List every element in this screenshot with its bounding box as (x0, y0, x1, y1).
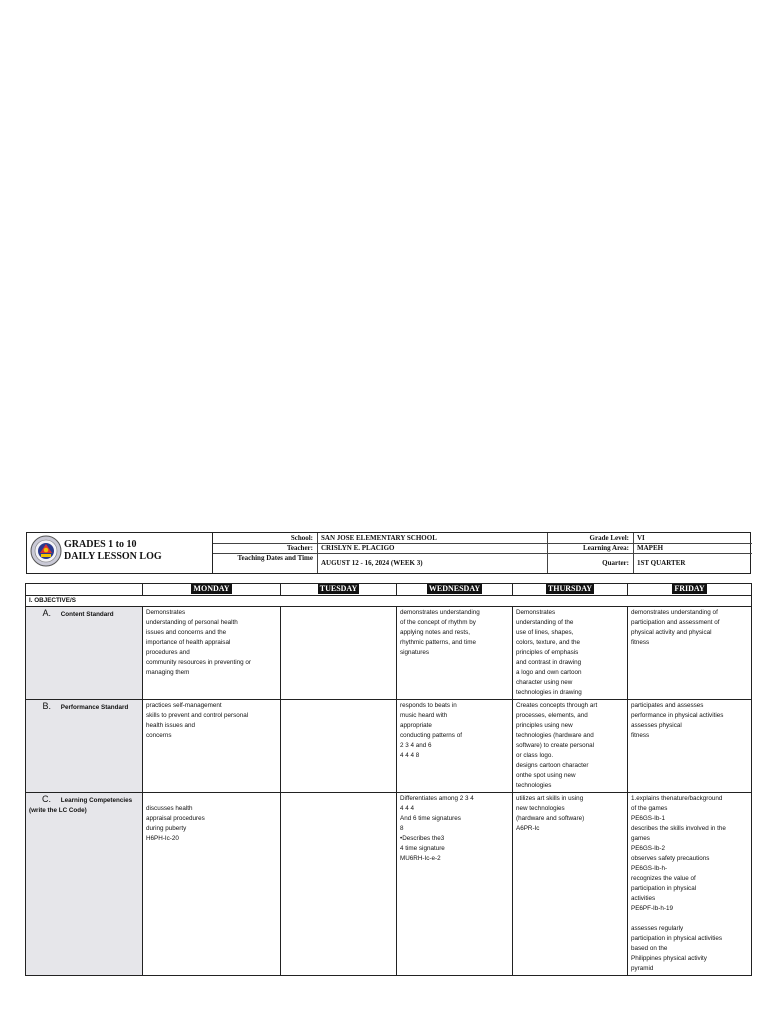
cell-friday: demonstrates understanding of participation and assessment of physical activity and physical fitness (628, 607, 752, 700)
section-row (26, 596, 752, 607)
teacher-value: CRISLYN E. PLACIGO (317, 543, 545, 553)
dates-label: Teaching Dates and Time (237, 554, 313, 562)
log-title (64, 539, 162, 563)
row-label-text: Performance Standard (60, 704, 129, 711)
row-label-text: Learning Competencies (write the LC Code) (29, 797, 133, 814)
meta-row-dates (213, 553, 752, 573)
cell-thursday: Creates concepts through art processes, elements, and principles using new technologies (hardware and software) to create personal or class logo. designs cartoon character onthe spot using new technologies (513, 700, 628, 793)
cell-tuesday (281, 607, 397, 700)
section-title: I. OBJECTIVE/S (26, 596, 752, 607)
table-row-learning-competencies (26, 793, 752, 976)
learning-area-value: MAPEH (633, 543, 752, 553)
cell-wednesday: Differentiates among 2 3 4 4 4 4 And 6 time signatures 8 •Describes the3 4 time signature MU6RH-Ic-e-2 (397, 793, 513, 976)
cell-friday: 1.explains thenature/background of the games PE6GS-Ib-1 describes the skills involved in the games PE6GS-Ib-2 observes safety precautions PE6GS-Ib-h- recognizes the value of participation in physical activities PE6PF-Ib-h-19 assesses regularly participation in physical activities based on the Philippines physical activity pyramid (628, 793, 752, 976)
row-label-text: Content Standard (60, 611, 114, 618)
day-header-tuesday: TUESDAY (281, 584, 397, 596)
day-header-wednesday: WEDNESDAY (397, 584, 513, 596)
table-row-performance-standard (26, 700, 752, 793)
row-letter: A. (42, 608, 51, 618)
row-label-content-standard (26, 607, 143, 700)
learning-area-label: Learning Area: (547, 543, 631, 553)
day-header-friday: FRIDAY (628, 584, 752, 596)
quarter-value: 1ST QUARTER (633, 553, 752, 573)
cell-wednesday: responds to beats in music heard with appropriate conducting patterns of 2 3 4 and 6 4 4 4 8 (397, 700, 513, 793)
school-label: School: (290, 534, 313, 542)
row-label-performance-standard (26, 700, 143, 793)
cell-monday: practices self-management skills to prevent and control personal health issues and concerns (143, 700, 281, 793)
lesson-log-table (25, 583, 752, 976)
day-header-monday: MONDAY (143, 584, 281, 596)
teacher-label: Teacher: (286, 544, 313, 552)
table-row-content-standard (26, 607, 752, 700)
cell-monday: discusses health appraisal procedures during puberty H6PH-Ic-20 (143, 793, 281, 976)
title-line-1: GRADES 1 to 10 (64, 539, 137, 550)
cell-tuesday (281, 700, 397, 793)
row-letter: C. (42, 794, 51, 804)
cell-thursday: Demonstrates understanding of the use of lines, shapes, colors, texture, and the principles of emphasis and contrast in drawing a logo and own cartoon character using new technologies in drawing (513, 607, 628, 700)
title-line-2: DAILY LESSON LOG (64, 551, 162, 562)
grade-level-label: Grade Level: (547, 533, 631, 543)
cell-monday: Demonstrates understanding of personal health issues and concerns and the importance of health appraisal procedures and community resources in preventing or managing them (143, 607, 281, 700)
dates-value: AUGUST 12 - 16, 2024 (WEEK 3) (317, 553, 545, 573)
day-header-thursday: THURSDAY (513, 584, 628, 596)
cell-tuesday (281, 793, 397, 976)
cell-friday: participates and assesses performance in physical activities assesses physical fitness (628, 700, 752, 793)
lesson-log-header (26, 532, 751, 574)
cell-wednesday: demonstrates understanding of the concept of rhythm by applying notes and rests, rhythmic patterns, and time signatures (397, 607, 513, 700)
corner-cell (26, 584, 143, 596)
header-meta (212, 533, 752, 573)
day-header-row (26, 584, 752, 596)
row-label-learning-competencies (26, 793, 143, 976)
grade-level-value: VI (633, 533, 752, 543)
row-letter: B. (42, 701, 51, 711)
cell-thursday: utilizes art skills in using new technologies (hardware and software) A6PR-Ic (513, 793, 628, 976)
quarter-label: Quarter: (547, 553, 631, 573)
school-value: SAN JOSE ELEMENTARY SCHOOL (317, 533, 545, 543)
deped-seal-icon (30, 535, 62, 567)
